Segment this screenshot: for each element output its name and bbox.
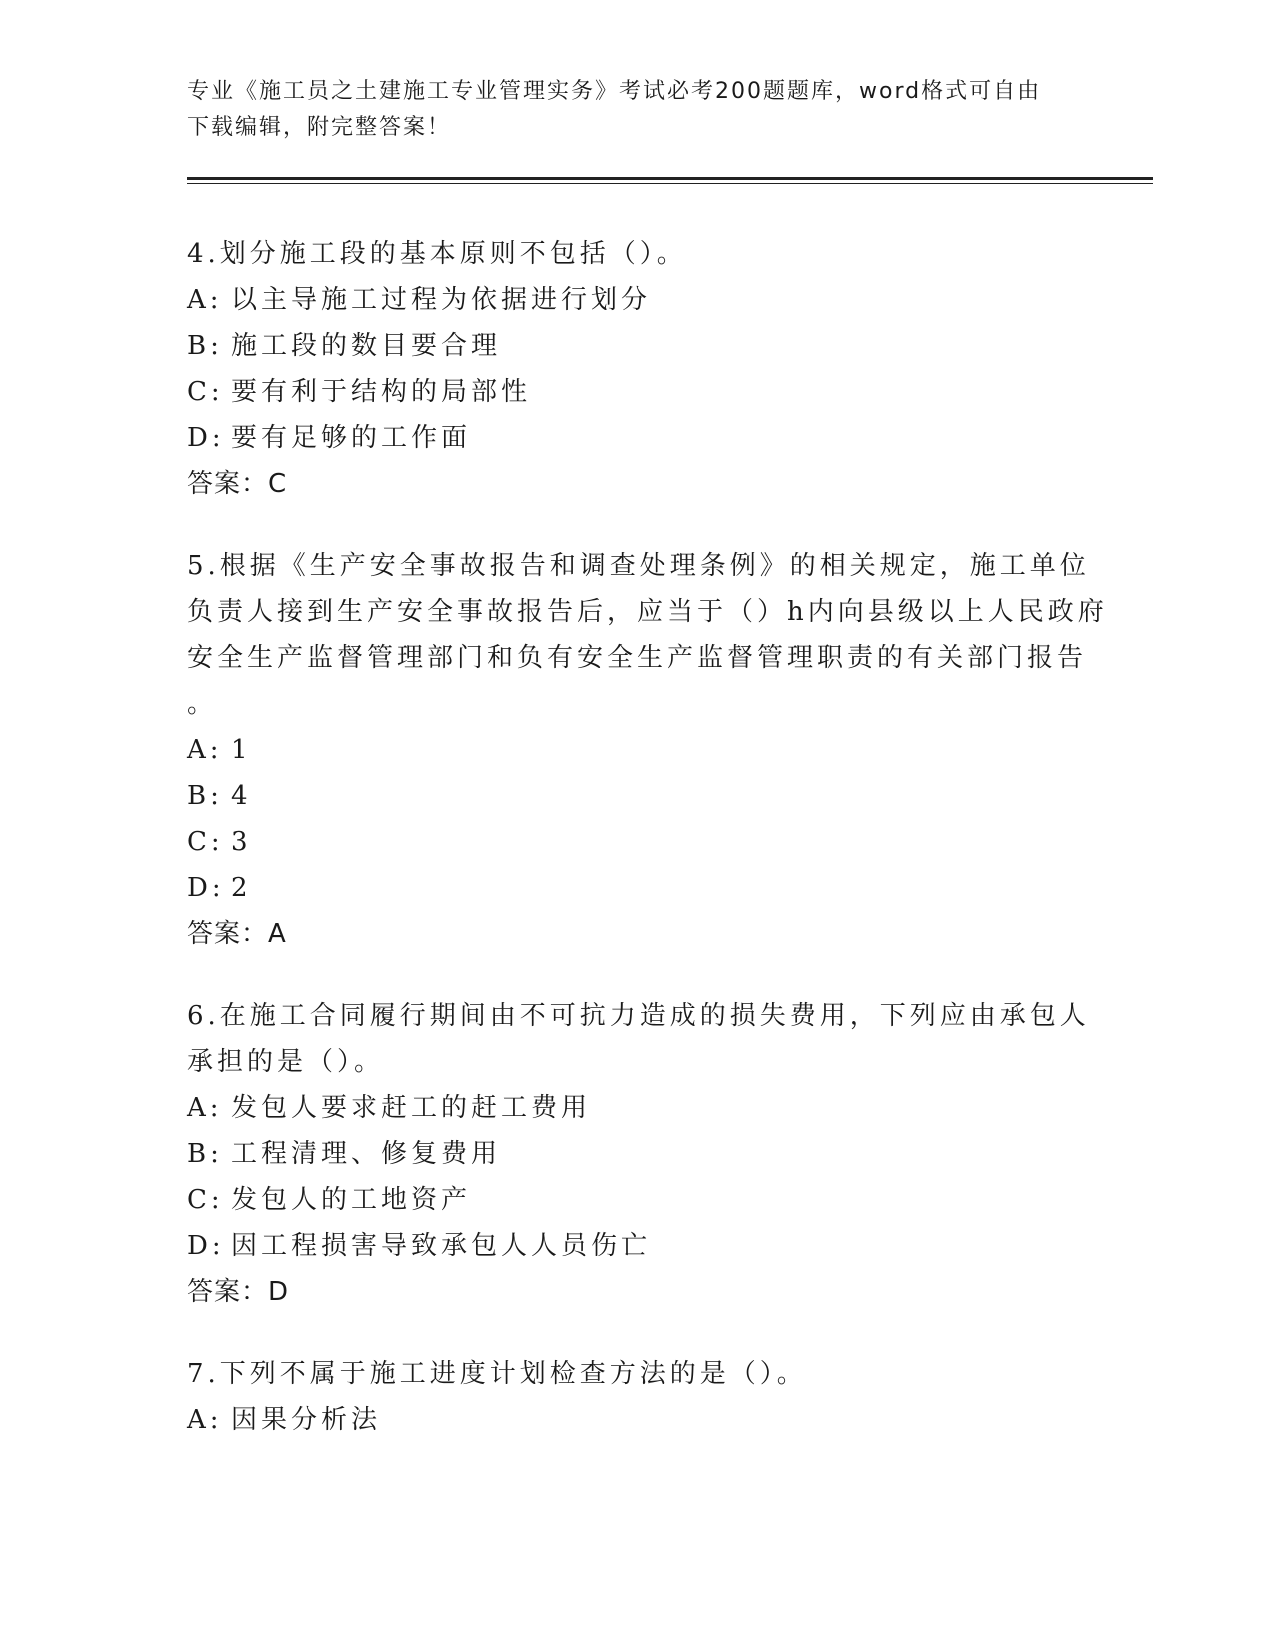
option-text: 4 xyxy=(231,781,252,811)
question-stem-line: 6.在施工合同履行期间由不可抗力造成的损失费用，下列应由承包人 xyxy=(187,1001,1090,1031)
question-6 xyxy=(187,993,1107,1315)
option-d xyxy=(187,1223,1107,1269)
question-stem-line: 。 xyxy=(187,689,218,719)
option-text: 施工段的数目要合理 xyxy=(231,331,502,361)
option-letter: A: xyxy=(187,1093,223,1123)
option-text: 以主导施工过程为依据进行划分 xyxy=(231,285,652,315)
question-4 xyxy=(187,231,1107,507)
option-letter: B: xyxy=(187,331,223,361)
question-list xyxy=(187,231,1107,1479)
option-letter: A: xyxy=(187,285,223,315)
option-text: 发包人要求赶工的赶工费用 xyxy=(231,1093,592,1123)
option-letter: A: xyxy=(187,735,223,765)
option-c xyxy=(187,1177,1107,1223)
question-stem xyxy=(187,231,1107,277)
option-text: 工程清理、修复费用 xyxy=(231,1139,502,1169)
question-stem xyxy=(187,543,1107,727)
option-a xyxy=(187,1397,1107,1443)
option-c xyxy=(187,819,1107,865)
question-stem-line: 5.根据《生产安全事故报告和调查处理条例》的相关规定，施工单位 xyxy=(187,551,1090,581)
header-line-2: 下载编辑，附完整答案！ xyxy=(187,115,452,140)
option-text: 2 xyxy=(231,873,252,903)
option-b xyxy=(187,773,1107,819)
option-letter: D: xyxy=(187,423,225,453)
question-stem-line: 负责人接到生产安全事故报告后，应当于（）h内向县级以上人民政府 xyxy=(187,597,1108,627)
option-letter: B: xyxy=(187,781,223,811)
option-letter: C: xyxy=(187,1185,224,1215)
option-b xyxy=(187,323,1107,369)
answer-key: 答案：C xyxy=(187,469,288,499)
header-line-1: 专业《施工员之土建施工专业管理实务》考试必考200题题库，word格式可自由 xyxy=(187,79,1042,104)
header-divider-thick xyxy=(187,177,1153,180)
option-a xyxy=(187,1085,1107,1131)
option-text: 3 xyxy=(231,827,252,857)
option-letter: D: xyxy=(187,873,225,903)
option-letter: C: xyxy=(187,377,224,407)
question-stem-line: 4.划分施工段的基本原则不包括（）。 xyxy=(187,239,687,269)
option-letter: B: xyxy=(187,1139,223,1169)
option-a xyxy=(187,727,1107,773)
option-text: 要有足够的工作面 xyxy=(231,423,472,453)
option-text: 要有利于结构的局部性 xyxy=(231,377,532,407)
document-header xyxy=(187,74,1067,146)
question-5 xyxy=(187,543,1107,957)
question-stem xyxy=(187,993,1107,1085)
answer-key: 答案：A xyxy=(187,919,287,949)
header-divider-thin xyxy=(187,183,1153,184)
option-d xyxy=(187,865,1107,911)
question-7 xyxy=(187,1351,1107,1443)
option-text: 因工程损害导致承包人人员伤亡 xyxy=(231,1231,652,1261)
question-stem xyxy=(187,1351,1107,1397)
option-a xyxy=(187,277,1107,323)
option-b xyxy=(187,1131,1107,1177)
question-stem-line: 承担的是（）。 xyxy=(187,1047,385,1077)
option-text: 因果分析法 xyxy=(231,1405,382,1435)
option-text: 发包人的工地资产 xyxy=(231,1185,472,1215)
option-letter: D: xyxy=(187,1231,225,1261)
option-letter: C: xyxy=(187,827,224,857)
option-d xyxy=(187,415,1107,461)
question-stem-line: 安全生产监督管理部门和负有安全生产监督管理职责的有关部门报告 xyxy=(187,643,1088,673)
option-letter: A: xyxy=(187,1405,223,1435)
option-c xyxy=(187,369,1107,415)
question-stem-line: 7.下列不属于施工进度计划检查方法的是（）。 xyxy=(187,1359,807,1389)
answer-key: 答案：D xyxy=(187,1277,290,1307)
option-text: 1 xyxy=(231,735,252,765)
